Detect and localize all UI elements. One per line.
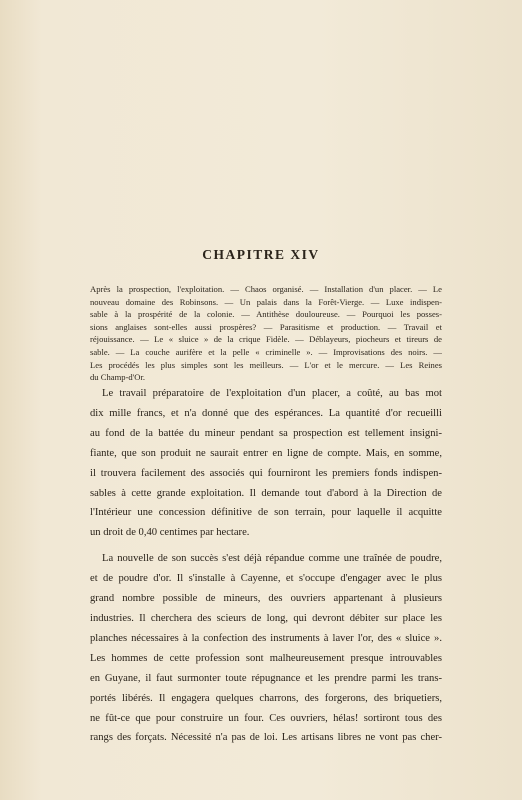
summary-line: sable à la prospérité de la colonie. — Antithèse douloureuse. — Pourquoi les posses- — [90, 309, 442, 320]
text-line: La nouvelle de son succès s'est déjà répandue comme une traînée de poudre, — [102, 553, 442, 565]
paragraph — [90, 384, 442, 543]
text-line: fiante, que son produit ne saurait entrer en ligne de compte. Mais, en somme, — [90, 447, 442, 459]
text-line: planches nécessaires à la confection des instruments à laver l'or, des « sluice ». — [90, 632, 442, 644]
summary-line: sable. — La couche aurifère et la pelle « criminelle ». — Improvisations des noirs. — — [90, 346, 442, 357]
summary-line: Après la prospection, l'exploitation. — Chaos organisé. — Installation d'un placer. — Le — [90, 284, 442, 294]
text-line: en Guyane, il faut surmonter toute répugnance et les prendre parmi les trans- — [90, 672, 442, 684]
text-line: Les hommes de cette profession sont malheureusement presque introuvables — [90, 652, 442, 664]
chapter-summary — [90, 283, 442, 384]
text-line: grand nombre possible de mineurs, des ouvriers appartenant à plusieurs — [90, 593, 442, 605]
text-line: industries. Il cherchera des scieurs de long, qui devront débiter sur place les — [90, 612, 442, 624]
text-line: ne fût-ce que pour construire un four. Ces ouvriers, hélas! sortiront tous des — [90, 712, 442, 724]
text-line: dix mille francs, et n'a donné que des espérances. La quantité d'or recueilli — [90, 407, 442, 419]
summary-line: nouveau domaine des Robinsons. — Un palais dans la Forêt-Vierge. — Luxe indispen- — [90, 296, 442, 307]
text-line: et de poudre d'or. Il s'installe à Cayenne, et s'occupe d'engager avec le plus — [90, 573, 442, 585]
body-text — [90, 384, 442, 748]
text-line: portés libérés. Il engagera quelques charrons, des forgerons, des briquetiers, — [90, 692, 442, 704]
text-line: l'Intérieur une concession définitive de son terrain, pour laquelle il acquitte — [90, 507, 442, 519]
summary-line: du Champ-d'Or. — [90, 372, 146, 383]
summary-line: sions anglaises sont-elles aussi prospères? — Parasitisme et production. — Travail et — [90, 321, 442, 332]
chapter-title: CHAPITRE XIV — [202, 247, 320, 262]
text-line: rangs des forçats. Nécessité n'a pas de loi. Les artisans libres ne vont pas cher- — [90, 732, 442, 744]
text-line: il trouvera facilement des associés qui fourniront les premiers fonds indispen- — [90, 467, 442, 479]
summary-line: réjouissance. — Le « sluice » de la crique Fidèle. — Déblayeurs, piocheurs et tireurs de — [90, 334, 442, 345]
text-line: Le travail préparatoire de l'exploitation d'un placer, a coûté, au bas mot — [102, 388, 442, 399]
text-line: sables à cette grande exploitation. Il demande tout d'abord à la Direction de — [90, 487, 442, 499]
text-line: un droit de 0,40 centimes par hectare. — [90, 527, 250, 539]
text-line: au fond de la battée du mineur pendant sa prospection est tellement insigni- — [90, 427, 442, 439]
summary-line: Les procédés les plus simples sont les meilleurs. — L'or et le mercure. — Les Reines — [90, 359, 442, 370]
paragraph — [90, 549, 442, 748]
